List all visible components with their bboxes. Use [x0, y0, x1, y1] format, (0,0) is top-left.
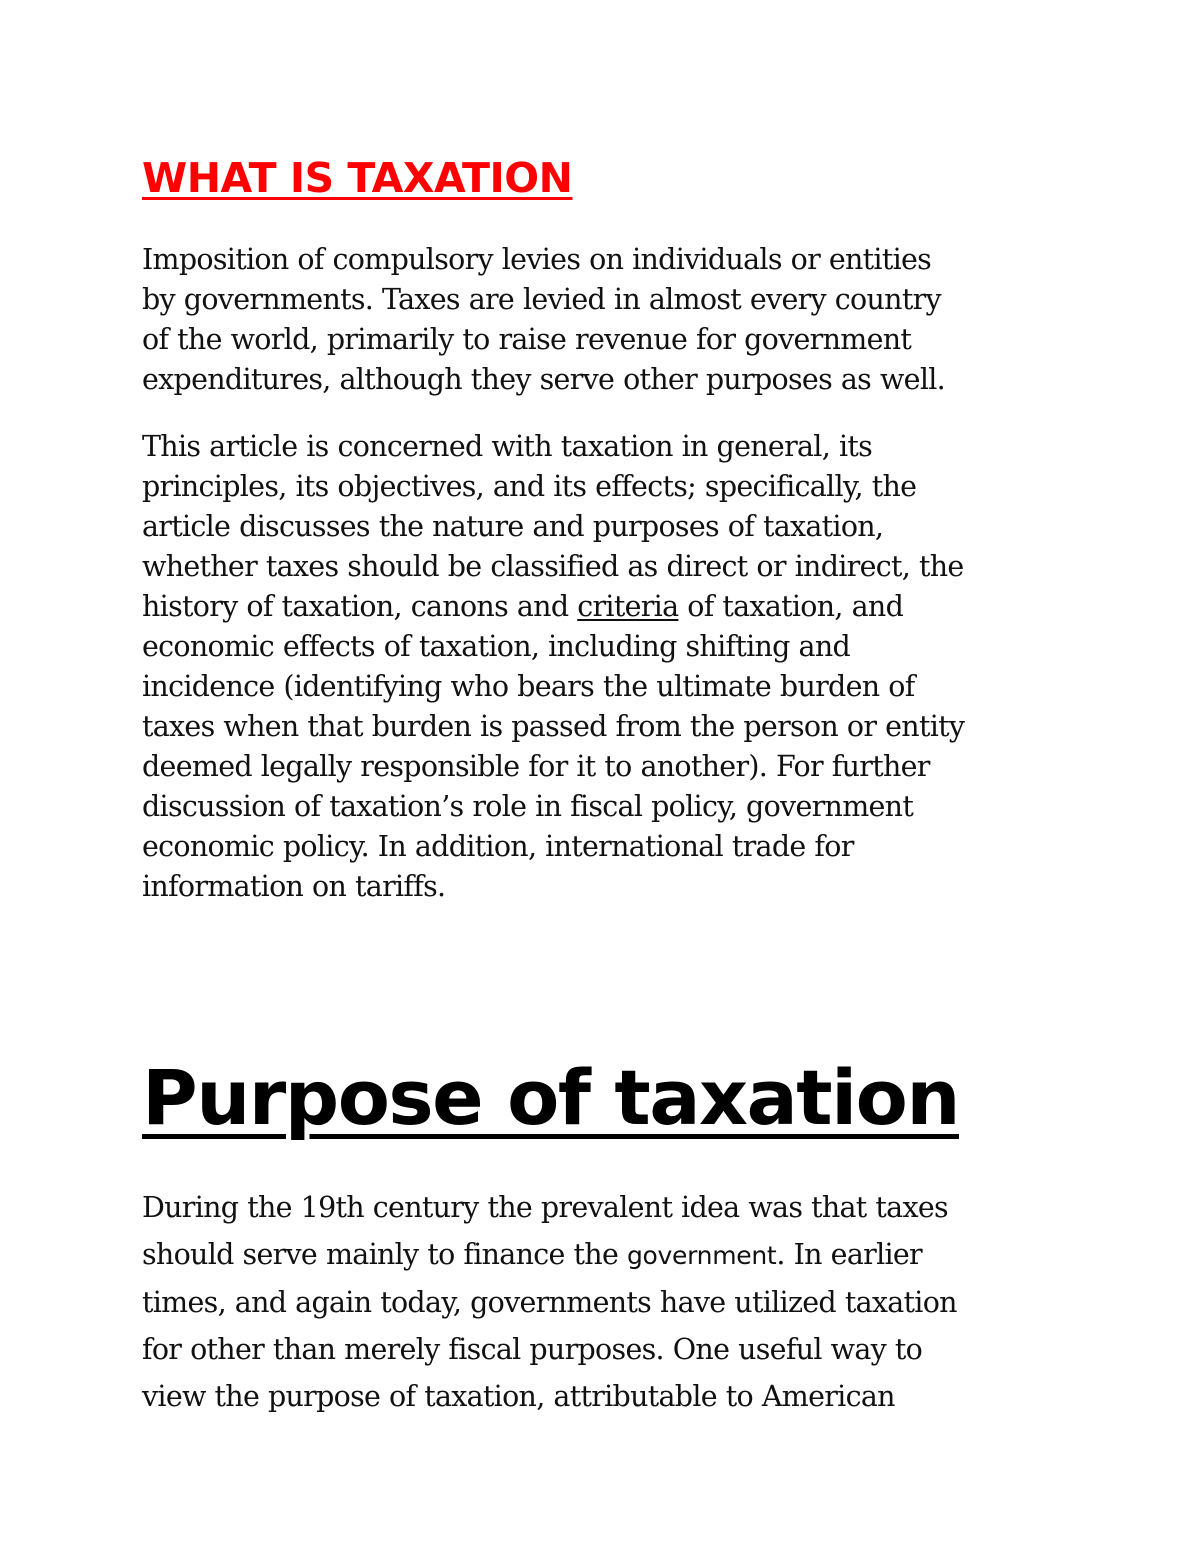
text-line: During the 19th century the prevalent idea was that taxes	[142, 1191, 948, 1224]
government-word: government	[626, 1241, 777, 1270]
text-line: economic policy. In addition, international trade for	[142, 830, 854, 863]
text-line: view the purpose of taxation, attributable to American	[142, 1380, 895, 1413]
text-line: taxes when that burden is passed from the person or entity	[142, 710, 965, 743]
text-fragment: of taxation, and	[678, 590, 904, 623]
text-line: This article is concerned with taxation in general, its	[142, 430, 873, 463]
text-line: for other than merely fiscal purposes. One useful way to	[142, 1333, 923, 1366]
text-line: of the world, primarily to raise revenue for government	[142, 323, 912, 356]
text-line	[142, 1231, 1082, 1279]
text-fragment: . In earlier	[776, 1238, 922, 1271]
text-fragment: history of taxation, canons and	[142, 590, 578, 623]
purpose-paragraph	[142, 1184, 1082, 1420]
text-line: by governments. Taxes are levied in almost every country	[142, 283, 941, 316]
text-line	[142, 587, 1082, 627]
text-line: information on tariffs.	[142, 870, 446, 903]
text-fragment: should serve mainly to finance the	[142, 1238, 627, 1271]
criteria-link[interactable]: criteria	[577, 590, 679, 623]
text-line: times, and again today, governments have utilized taxation	[142, 1286, 957, 1319]
text-line: Imposition of compulsory levies on individuals or entities	[142, 243, 932, 276]
text-line: discussion of taxation’s role in fiscal policy, government	[142, 790, 914, 823]
text-line: article discusses the nature and purposes of taxation,	[142, 510, 884, 543]
text-line: incidence (identifying who bears the ultimate burden of	[142, 670, 915, 703]
text-line: expenditures, although they serve other purposes as well.	[142, 363, 946, 396]
section-heading-purpose-of-taxation: Purpose of taxation	[142, 1053, 959, 1142]
text-line: whether taxes should be classified as direct or indirect, the	[142, 550, 964, 583]
text-line: economic effects of taxation, including shifting and	[142, 630, 851, 663]
article-scope-paragraph	[142, 427, 1082, 907]
text-line: principles, its objectives, and its effects; specifically, the	[142, 470, 917, 503]
intro-paragraph	[142, 240, 1082, 400]
text-line: deemed legally responsible for it to another). For further	[142, 750, 930, 783]
section-heading-what-is-taxation: WHAT IS TAXATION	[142, 154, 573, 202]
